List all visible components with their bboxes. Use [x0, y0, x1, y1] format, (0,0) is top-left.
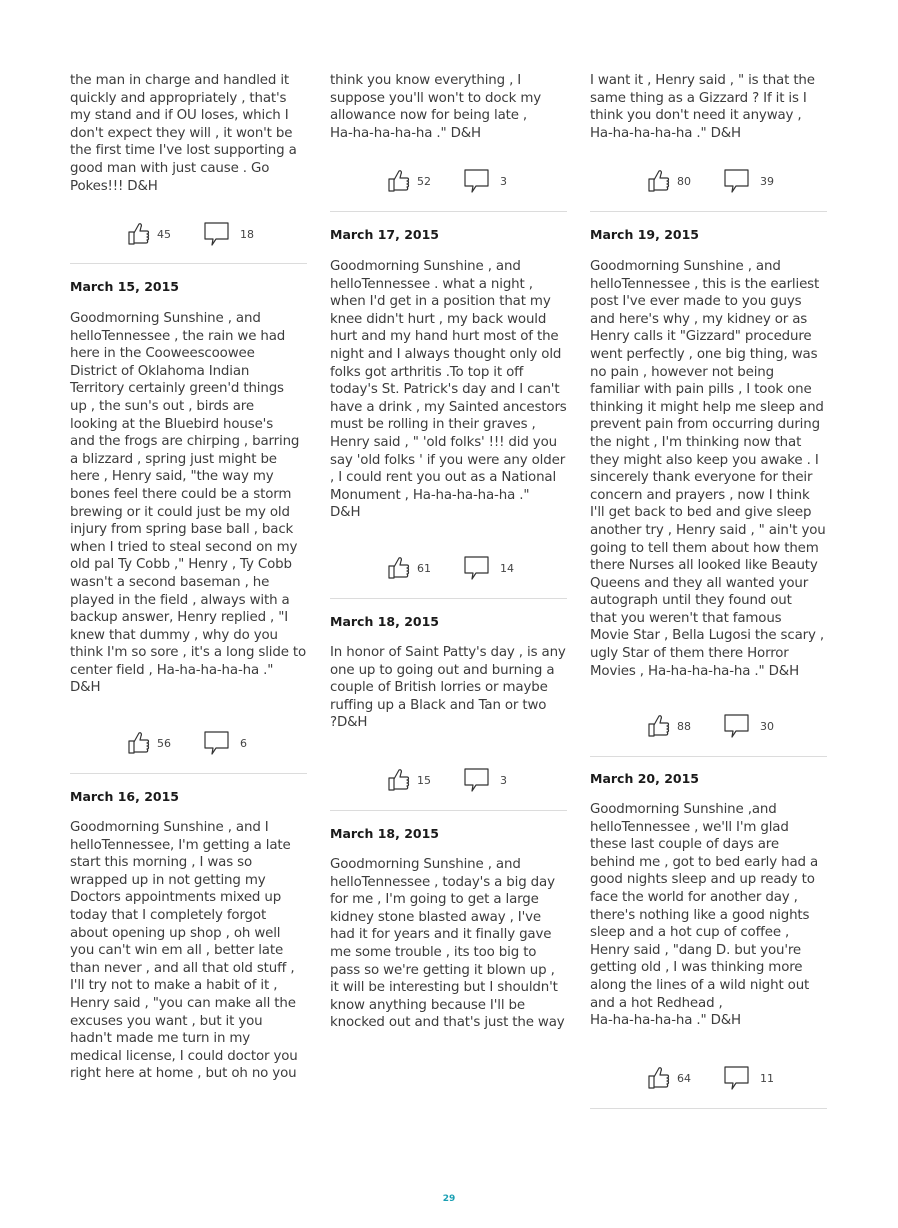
like-count: 80 — [677, 175, 691, 188]
like-count: 88 — [677, 720, 691, 733]
thumbs-up-icon — [646, 1064, 672, 1090]
divider — [590, 756, 827, 757]
post-text: I want it , Henry said , " is that the same thing as a Gizzard ? If it is I think you don't need it anyway , Ha-ha-ha-ha-ha ." D&H — [590, 73, 815, 141]
comment-count: 3 — [500, 774, 507, 787]
post-text: Goodmorning Sunshine ,and helloTennessee , we'll I'm glad these last couple of days are behind me , got to bed early had a good nights sleep and up ready to face the world for another day , there's nothing like a good nights sleep and a hot cup of coffee , Henry said , "dang D. but you're getting old , I was thinking more along the lines of a wild night out and a hot Redhead , Ha-ha-ha-ha-ha ." D&H — [590, 802, 819, 1029]
thumbs-up-icon — [646, 167, 672, 193]
divider — [70, 773, 307, 774]
comment-bubble-icon — [463, 766, 491, 794]
post-reactions — [590, 1064, 827, 1094]
comment-bubble-icon — [463, 167, 491, 195]
comment-bubble-icon — [463, 554, 491, 582]
post-reactions — [330, 554, 567, 584]
comment-count: 18 — [240, 228, 254, 241]
post-date: March 16, 2015 — [70, 789, 179, 804]
post-text: In honor of Saint Patty's day , is any one up to going out and burning a couple of British lorries or maybe ruffing up a Black and Tan or two ?D&H — [330, 645, 566, 731]
page-number: 29 — [442, 1194, 456, 1204]
post-reactions — [70, 729, 307, 759]
like-count: 15 — [417, 774, 431, 787]
like-count: 52 — [417, 175, 431, 188]
like-count: 56 — [157, 737, 171, 750]
like-count: 64 — [677, 1072, 691, 1085]
comment-bubble-icon — [723, 1064, 751, 1092]
post-date: March 15, 2015 — [70, 279, 179, 294]
post-reactions — [70, 220, 307, 250]
post-text: Goodmorning Sunshine , and helloTennessee , the rain we had here in the Cooweescoowee District of Oklahoma Indian Territory certainly green'd things up , the sun's out , birds are looking at the Bluebird house's and the frogs are chirping , barring a blizzard , spring just might be here , Henry said, "the way my bones feel there could be a storm brewing or it could just be my old injury from spring base ball , back when I tried to steal second on my old pal Ty Cobb ," Henry , Ty Cobb wasn't a second baseman , he played in the field , always with a backup answer, Henry replied , "I knew that dummy , why do you think I'm so sore , it's a long slide to center field , Ha-ha-ha-ha-ha ." D&H — [70, 311, 307, 696]
comment-count: 39 — [760, 175, 774, 188]
comment-count: 14 — [500, 562, 514, 575]
thumbs-up-icon — [386, 554, 412, 580]
post-date: March 17, 2015 — [330, 227, 439, 242]
post-text: Goodmorning Sunshine , and helloTennessee , today's a big day for me , I'm going to get a large kidney stone blasted away , I've had it for years and it finally gave me some trouble , its too big to pass so we're getting it blown up , it will be interesting but I shouldn't know anything because I'll be knocked out and that's just the way — [330, 857, 565, 1031]
divider — [330, 598, 567, 599]
thumbs-up-icon — [126, 220, 152, 246]
comment-bubble-icon — [723, 712, 751, 740]
post-reactions — [590, 167, 827, 197]
post-text: think you know everything , I suppose you'll won't to dock my allowance now for being late , Ha-ha-ha-ha-ha ." D&H — [330, 73, 542, 141]
comment-bubble-icon — [203, 220, 231, 248]
divider — [70, 263, 307, 264]
like-count: 45 — [157, 228, 171, 241]
post-reactions — [590, 712, 827, 742]
thumbs-up-icon — [646, 712, 672, 738]
like-count: 61 — [417, 562, 431, 575]
divider — [590, 1108, 827, 1109]
post-reactions — [330, 766, 567, 796]
divider — [330, 810, 567, 811]
comment-bubble-icon — [723, 167, 751, 195]
post-text: Goodmorning Sunshine , and helloTennessee . what a night , when I'd get in a position that my knee didn't hurt , my back would hurt and my hand hurt most of the night and I always thought only old folks got arthritis .To top it off today's St. Patrick's day and I can't have a drink , my Sainted ancestors must be rolling in their graves , Henry said , " 'old folks' !!! did you say 'old folks ' if you were any older , I could rent you out as a National Monument , Ha-ha-ha-ha-ha ." D&H — [330, 259, 567, 521]
comment-count: 30 — [760, 720, 774, 733]
post-text: Goodmorning Sunshine , and I helloTennessee, I'm getting a late start this morning , I was so wrapped up in not getting my Doctors appointments mixed up today that I completely forgot about opening up shop , oh well you can't win em all , better late than never , and all that old stuff , I'll try not to make a habit of it , Henry said , "you can make all the excuses you want , but it you hadn't made me turn in my medical license, I could doctor you right here at home , but oh no you — [70, 820, 298, 1082]
comment-bubble-icon — [203, 729, 231, 757]
comment-count: 6 — [240, 737, 247, 750]
thumbs-up-icon — [386, 766, 412, 792]
comment-count: 3 — [500, 175, 507, 188]
post-text: the man in charge and handled it quickly and appropriately , that's my stand and if OU loses, which I don't expect they will , it won't be the first time I've lost supporting a good man with just cause . Go Pokes!!! D&H — [70, 73, 297, 194]
comment-count: 11 — [760, 1072, 774, 1085]
divider — [330, 211, 567, 212]
thumbs-up-icon — [126, 729, 152, 755]
post-reactions — [330, 167, 567, 197]
post-date: March 18, 2015 — [330, 826, 439, 841]
post-date: March 20, 2015 — [590, 771, 699, 786]
post-text: Goodmorning Sunshine , and helloTennessee , this is the earliest post I've ever made to you guys and here's why , my kidney or as Henry calls it "Gizzard" procedure went perfectly , one big thing, was no pain , however not being familiar with pain pills , I took one thinking it might help me sleep and prevent pain from occurring during the night , I'm thinking now that they might also keep you awake . I sincerely thank everyone for their concern and prayers , now I think I'll get back to bed and give sleep another try , Henry said , " ain't you going to tell them about how them there Nurses all looked like Beauty Queens and they all wanted your autograph until they found out that you weren't that famous Movie Star , Bella Lugosi the scary , ugly Star of them there Horror Movies , Ha-ha-ha-ha-ha ." D&H — [590, 259, 826, 679]
post-date: March 18, 2015 — [330, 614, 439, 629]
post-date: March 19, 2015 — [590, 227, 699, 242]
divider — [590, 211, 827, 212]
thumbs-up-icon — [386, 167, 412, 193]
